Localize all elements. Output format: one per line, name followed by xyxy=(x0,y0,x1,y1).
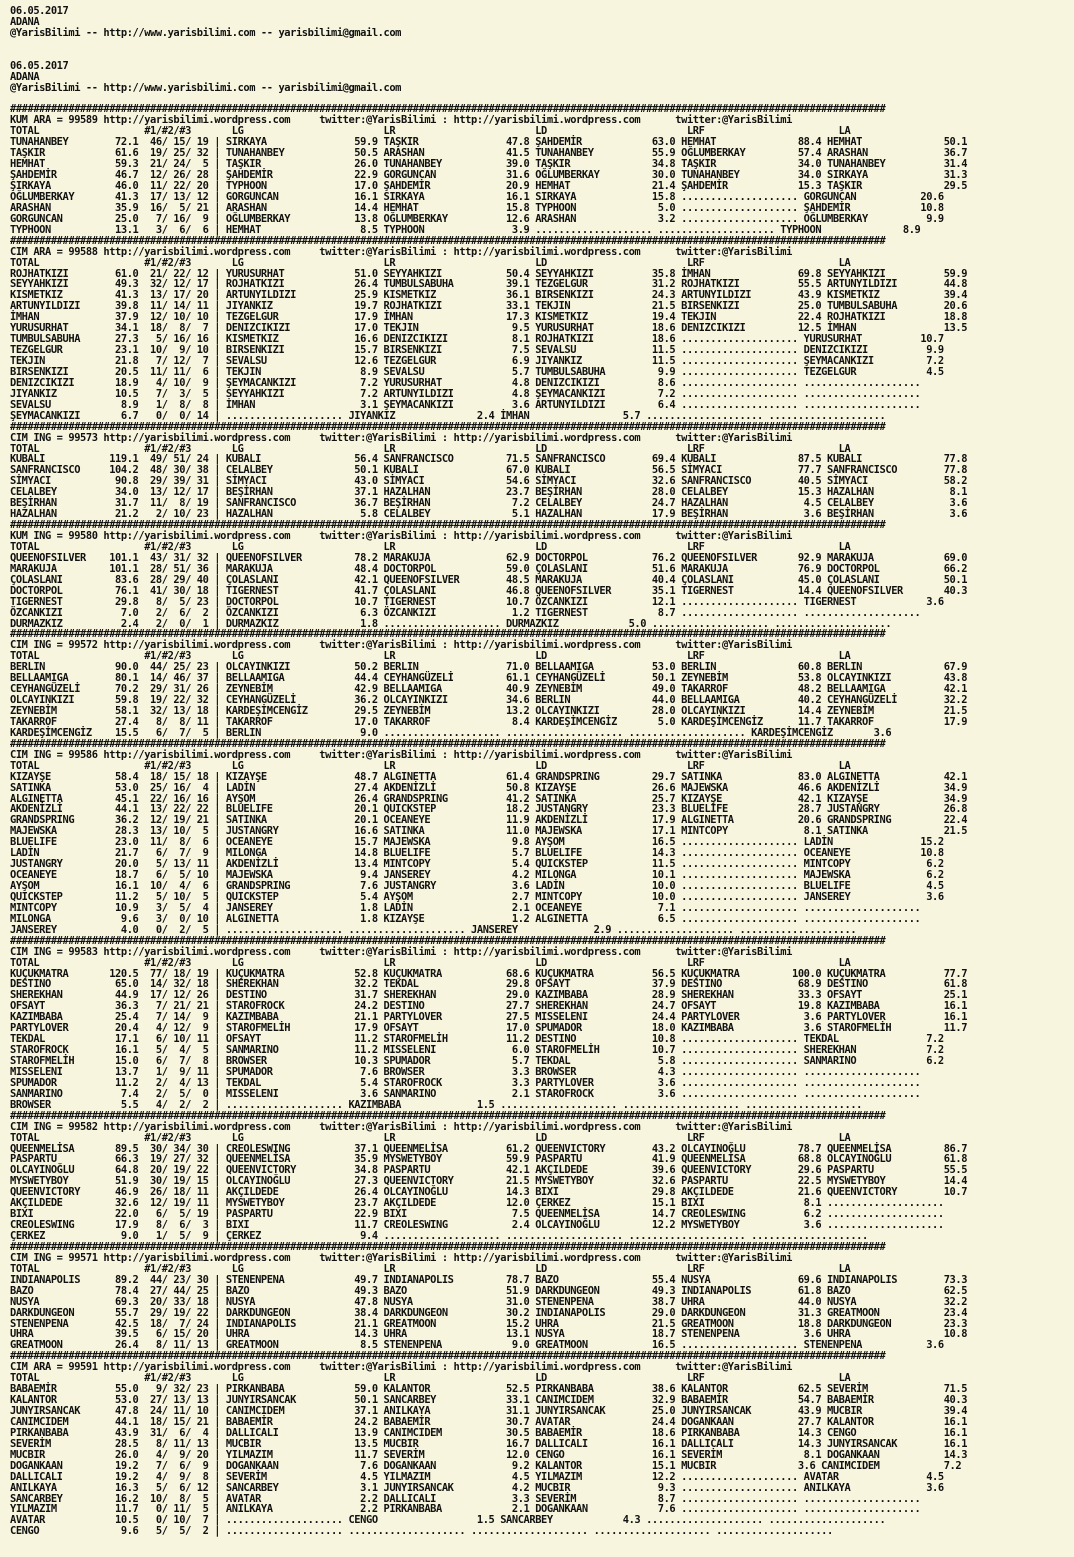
table-row: BABAEMİR 55.0 9/ 32/ 23 | PIRKANBABA 59.0 KALANTOR 52.5 PIRKANBABA 38.6 KALANTOR 62.5 SEVERİM 71.5 xyxy=(10,1383,968,1396)
table-row: BIRSENKIZI 20.5 11/ 11/ 6 | TEKJIN 8.9 SEVALSU 5.7 TUMBULSABUHA 9.9 .................... TEZGELGUR 4.5 xyxy=(10,365,944,378)
table-row: ŞEYMACANKIZI 6.7 0/ 0/ 14 | .................... JIYANKIZ 2.4 İMHAN 5.7 .................... .................... xyxy=(10,409,886,422)
table-row: OLCAYINOĞLU 64.8 20/ 19/ 22 | QUEENVICTORY 34.8 PASPARTU 42.1 AKÇILDEDE 39.6 QUEENVICTORY 29.6 PASPARTU 55.5 xyxy=(10,1164,968,1177)
header-date: 06.05.2017 xyxy=(10,5,69,17)
table-row: MAJEWSKA 28.3 13/ 10/ 5 | JUSTANGRY 16.6 SATINKA 11.0 MAJEWSKA 17.1 MINTCOPY 8.1 SATINKA 21.5 xyxy=(10,825,968,838)
race-section xyxy=(10,1351,1070,1537)
separator-line: ###################################################################################################################################################### xyxy=(10,103,886,116)
race-section xyxy=(10,1242,1070,1351)
table-row: JANSEREY 4.0 0/ 2/ 5 | .................... .................... JANSEREY 2.9 .................... .................... xyxy=(10,923,857,936)
race-section xyxy=(10,1111,1070,1242)
table-row: ÇERKEZ 9.0 1/ 5/ 9 | ÇERKEZ 9.4 .................... .................... .................... .................... xyxy=(10,1230,868,1242)
table-row: ROJHATKIZI 61.0 21/ 22/ 12 | YURUSURHAT 51.0 SEYYAHKIZI 50.4 SEYYAHKIZI 35.8 İMHAN 69.8 SEYYAHKIZI 59.9 xyxy=(10,267,968,280)
table-row: BAZO 78.4 27/ 44/ 25 | BAZO 49.3 BAZO 51.9 DARKDUNGEON 49.3 INDIANAPOLIS 61.8 BAZO 62.5 xyxy=(10,1284,968,1297)
table-row: SPUMADOR 11.2 2/ 4/ 13 | TEKDAL 5.4 STAROFROCK 3.3 PARTYLOVER 3.6 .................... .................... xyxy=(10,1076,921,1089)
table-row: ALGINETTA 45.1 22/ 16/ 16 | AYŞOM 26.4 GRANDSPRING 41.2 SATINKA 25.7 KIZAYŞE 42.1 KIZAYŞE 34.9 xyxy=(10,792,968,805)
table-row: MYSWETYBOY 51.9 30/ 19/ 15 | OLCAYINOĞLU 27.3 QUEENVICTORY 21.5 MYSWETYBOY 32.6 PASPARTU 22.5 MYSWETYBOY 14.4 xyxy=(10,1175,968,1188)
table-row: ZEYNEBİM 58.1 32/ 13/ 18 | KARDEŞİMCENGİZ 29.5 ZEYNEBİM 13.2 OLCAYINKIZI 28.0 OLCAYINKIZI 14.4 ZEYNEBİM 21.5 xyxy=(10,705,968,717)
race-title: KUM ING = 99580 http://yarisbilimi.wordpress.com twitter:@YarisBilimi : http://yarisbilimi.wordpress.com twitter:@YarisBilimi xyxy=(10,530,792,542)
table-row: TYPHOON 13.1 3/ 6/ 6 | HEMHAT 8.5 TYPHOON 3.9 .................... .................... TYPHOON 8.9 xyxy=(10,223,921,236)
table-row: GREATMOON 26.4 8/ 11/ 13 | GREATMOON 8.5 STENENPENA 9.0 GREATMOON 16.5 .................... STENENPENA 3.6 xyxy=(10,1339,944,1352)
table-row: OCEANEYE 18.7 6/ 5/ 10 | MAJEWSKA 9.4 JANSEREY 4.2 MILONGA 10.1 .................... MAJEWSKA 6.2 xyxy=(10,869,944,882)
table-row: JIYANKIZ 10.5 7/ 3/ 5 | SEYYAHKIZI 7.2 ARTUNYILDIZI 4.8 ŞEYMACANKIZI 7.2 .................... .................... xyxy=(10,387,921,400)
table-row: ŞAHDEMİR 46.7 12/ 26/ 28 | ŞAHDEMİR 22.9 GORGUNCAN 31.6 OĞLUMBERKAY 30.0 TUNAHANBEY 34.0 SIRKAYA 31.3 xyxy=(10,169,968,182)
table-row: CENGO 9.6 5/ 5/ 2 | .................... .................... .................... .................... .................... xyxy=(10,1525,833,1538)
column-header: TOTAL #1/#2/#3 LG LR LD LRF LA xyxy=(10,442,851,455)
table-row: LADİN 21.7 6/ 7/ 9 | MILONGA 14.8 BLUELIFE 5.7 BLUELIFE 14.3 .................... OCEANEYE 10.8 xyxy=(10,847,944,860)
table-row: SEYYAHKIZI 49.3 32/ 12/ 17 | ROJHATKIZI 26.4 TUMBULSABUHA 39.1 TEZGELGUR 31.2 ROJHATKIZI 55.5 ARTUNYILDIZI 44.8 xyxy=(10,278,968,291)
table-row: TUMBULSABUHA 27.3 5/ 16/ 16 | KISMETKIZ 16.6 DENIZCIKIZI 8.1 ROJHATKIZI 18.6 .................... YURUSURHAT 10.7 xyxy=(10,333,944,346)
race-title: CIM ING = 99583 http://yarisbilimi.wordpress.com twitter:@YarisBilimi : http://yarisbilimi.wordpress.com twitter:@YarisBilimi xyxy=(10,945,792,958)
table-row: QUICKSTEP 11.2 5/ 10/ 5 | QUICKSTEP 5.4 AYŞOM 2.7 MINTCOPY 10.0 .................... JANSEREY 3.6 xyxy=(10,890,944,903)
race-section xyxy=(10,739,1070,936)
table-row: İMHAN 37.9 12/ 10/ 10 | TEZGELGUR 17.9 İMHAN 17.3 KISMETKIZ 19.4 TEKJIN 22.4 ROJHATKIZI 18.8 xyxy=(10,311,968,324)
race-title: CIM ARA = 99588 http://yarisbilimi.wordpress.com twitter:@YarisBilimi : http://yarisbilimi.wordpress.com twitter:@YarisBilimi xyxy=(10,245,792,258)
race-title: CIM ING = 99573 http://yarisbilimi.wordpress.com twitter:@YarisBilimi : http://yarisbilimi.wordpress.com twitter:@YarisBilimi xyxy=(10,431,792,444)
table-row: STAROFMELİH 15.0 6/ 7/ 8 | BROWSER 10.3 SPUMADOR 5.7 TEKDAL 5.8 .................... SANMARINO 6.2 xyxy=(10,1055,944,1067)
table-row: JUSTANGRY 20.0 5/ 13/ 11 | AKDENİZLİ 13.4 MINTCOPY 5.4 QUICKSTEP 11.5 .................... MINTCOPY 6.2 xyxy=(10,858,944,871)
table-row: PASPARTU 66.3 19/ 27/ 32 | QUEENMELİSA 35.9 MYSWETYBOY 59.9 PASPARTU 41.9 QUEENMELİSA 68.8 OLCAYINOĞLU 61.8 xyxy=(10,1153,968,1166)
table-row: KARDEŞİMCENGİZ 15.5 6/ 7/ 5 | BERLIN 9.0 .................... .................... .................... KARDEŞİMCENGİZ 3.6 xyxy=(10,726,892,739)
table-row: CELALBEY 34.0 13/ 12/ 17 | BEŞİRHAN 37.1 HAZALHAN 23.7 BEŞİRHAN 28.0 CELALBEY 15.3 HAZALHAN 8.1 xyxy=(10,486,968,499)
column-header: TOTAL #1/#2/#3 LG LR LD LRF LA xyxy=(10,256,851,269)
separator-line: ###################################################################################################################################################### xyxy=(10,1109,886,1122)
table-row: CANIMCIDEM 44.1 18/ 15/ 21 | BABAEMİR 24.2 BABAEMİR 30.7 AVATAR 24.4 DOGANKAAN 27.7 KALANTOR 16.1 xyxy=(10,1415,968,1428)
table-row: STAROFROCK 16.1 5/ 4/ 5 | SANMARINO 11.2 MISSELENI 6.0 STAROFMELİH 10.7 .................... SHEREKHAN 7.2 xyxy=(10,1044,944,1057)
table-row: DENIZCIKIZI 18.9 4/ 10/ 9 | ŞEYMACANKIZI 7.2 YURUSURHAT 4.8 DENIZCIKIZI 8.6 .................... .................... xyxy=(10,376,921,389)
table-row: SİMYACI 90.8 29/ 39/ 31 | SİMYACI 43.0 SİMYACI 54.6 SİMYACI 32.6 SANFRANCISCO 40.5 SİMYACI 58.2 xyxy=(10,475,968,488)
table-row: DALLICALI 19.2 4/ 9/ 8 | SEVERİM 4.5 YILMAZIM 4.5 YILMAZIM 12.2 .................... AVATAR 4.5 xyxy=(10,1470,944,1483)
separator-line: ###################################################################################################################################################### xyxy=(10,519,886,532)
table-row: BEŞİRHAN 31.7 11/ 8/ 19 | SANFRANCISCO 36.7 BEŞİRHAN 7.2 CELALBEY 24.7 HAZALHAN 4.5 CELALBEY 3.6 xyxy=(10,497,968,510)
table-row: DARKDUNGEON 55.7 29/ 19/ 22 | DARKDUNGEON 38.4 DARKDUNGEON 30.2 INDIANAPOLIS 29.0 DARKDUNGEON 31.3 GREATMOON 23.4 xyxy=(10,1306,968,1319)
table-row: SATINKA 53.0 25/ 16/ 4 | LADİN 27.4 AKDENİZLİ 50.8 KIZAYŞE 26.6 MAJEWSKA 46.6 AKDENİZLİ 34.9 xyxy=(10,781,968,794)
table-row: TAŞKIR 61.6 19/ 25/ 32 | TUNAHANBEY 50.5 ARASHAN 41.5 TUNAHANBEY 55.9 OĞLUMBERKAY 57.4 ARASHAN 36.7 xyxy=(10,147,968,160)
race-section xyxy=(10,936,1070,1111)
table-row: UHRA 39.5 6/ 15/ 20 | UHRA 14.3 UHRA 13.1 NUSYA 18.7 STENENPENA 3.6 UHRA 10.8 xyxy=(10,1328,968,1341)
table-row: KUBALI 119.1 49/ 51/ 24 | KUBALI 56.4 SANFRANCISCO 71.5 SANFRANCISCO 69.4 KUBALI 87.5 KUBALI 77.8 xyxy=(10,453,968,466)
table-row: ARTUNYILDIZI 39.8 11/ 14/ 11 | JIYANKIZ 19.7 ROJHATKIZI 33.1 TEKJIN 21.5 BIRSENKIZI 25.0 TUMBULSABUHA 20.6 xyxy=(10,300,968,313)
table-row: TEKDAL 17.1 6/ 10/ 11 | OFSAYT 11.2 STAROFMELİH 11.2 DESTINO 10.8 .................... TEKDAL 7.2 xyxy=(10,1033,944,1046)
table-row: YURUSURHAT 34.1 18/ 8/ 7 | DENIZCIKIZI 17.0 TEKJIN 9.5 YURUSURHAT 18.6 DENIZCIKIZI 12.5 İMHAN 13.5 xyxy=(10,322,968,335)
separator-line: ###################################################################################################################################################### xyxy=(10,628,886,641)
column-header: TOTAL #1/#2/#3 LG LR LD LRF LA xyxy=(10,956,851,969)
table-row: ŞIRKAYA 46.0 11/ 22/ 20 | TYPHOON 17.0 ŞAHDEMİR 20.9 HEMHAT 21.4 ŞAHDEMİR 15.3 TAŞKIR 29.5 xyxy=(10,180,968,192)
table-row: MILONGA 9.6 3/ 0/ 10 | ALGINETTA 1.8 KIZAYŞE 1.2 ALGINETTA 6.5 .................... .................... xyxy=(10,912,921,925)
table-row: DURMAZKIZ 2.4 2/ 0/ 1 | DURMAZKIZ 1.8 .................... DURMAZKIZ 5.0 .................... .................... xyxy=(10,617,892,630)
table-row: GRANDSPRING 36.2 12/ 19/ 21 | SATINKA 20.1 OCEANEYE 11.9 AKDENİZLİ 17.9 ALGINETTA 20.6 GRANDSPRING 22.4 xyxy=(10,814,968,827)
table-row: GORGUNCAN 25.0 7/ 16/ 9 | OĞLUMBERKAY 13.8 OĞLUMBERKAY 12.6 ARASHAN 3.2 .................... OĞLUMBERKAY 9.9 xyxy=(10,212,944,225)
table-row: KIZAYŞE 58.4 18/ 15/ 18 | KIZAYŞE 48.7 ALGINETTA 61.4 GRANDSPRING 29.7 SATINKA 83.0 ALGINETTA 42.1 xyxy=(10,770,968,783)
race-section xyxy=(10,422,1070,520)
table-row: STENENPENA 42.5 18/ 7/ 24 | INDIANAPOLIS 21.1 GREATMOON 15.2 UHRA 21.5 GREATMOON 18.8 DARKDUNGEON 23.3 xyxy=(10,1317,968,1330)
race-section xyxy=(10,520,1070,629)
table-row: HAZALHAN 21.2 2/ 10/ 23 | HAZALHAN 5.8 CELALBEY 5.1 HAZALHAN 17.9 BEŞİRHAN 3.6 BEŞİRHAN 3.6 xyxy=(10,508,968,521)
race-title: KUM ARA = 99589 http://yarisbilimi.wordpress.com twitter:@YarisBilimi : http://yarisbilimi.wordpress.com twitter:@YarisBilimi xyxy=(10,114,792,127)
table-row: QUEENOFSILVER 101.1 43/ 31/ 32 | QUEENOFSILVER 78.2 MARAKUJA 62.9 DOCTORPOL 76.2 QUEENOFSILVER 92.9 MARAKUJA 69.0 xyxy=(10,551,968,564)
race-section xyxy=(10,629,1070,738)
table-row: TEZGELGUR 23.1 10/ 9/ 10 | BIRSENKIZI 15.7 BIRSENKIZI 7.5 SEVALSU 11.5 .................... DENIZCIKIZI 9.9 xyxy=(10,344,944,357)
race-section xyxy=(10,104,1070,235)
table-row: KAZIMBABA 25.4 7/ 14/ 9 | KAZIMBABA 21.1 PARTYLOVER 27.5 MISSELENI 24.4 PARTYLOVER 3.6 PARTYLOVER 16.1 xyxy=(10,1011,968,1024)
table-row: TAKARROF 27.4 8/ 8/ 11 | TAKARROF 17.0 TAKARROF 8.4 KARDEŞİMCENGİZ 5.0 KARDEŞİMCENGİZ 11.7 TAKARROF 17.9 xyxy=(10,715,968,728)
table-row: SANMARINO 7.4 2/ 5/ 0 | MISSELENI 3.6 SANMARINO 2.1 STAROFROCK 3.6 .................... .................... xyxy=(10,1087,921,1100)
header-city: ADANA xyxy=(10,15,40,28)
table-row: MISSELENI 13.7 1/ 9/ 11 | SPUMADOR 7.6 BROWSER 3.3 BROWSER 4.3 .................... .................... xyxy=(10,1065,921,1078)
table-row: PIRKANBABA 43.9 31/ 6/ 4 | DALLICALI 13.9 CANIMCIDEM 30.5 BABAEMİR 18.6 PIRKANBABA 14.3 CENGO 16.1 xyxy=(10,1426,968,1439)
table-row: TIGERNEST 29.8 8/ 5/ 23 | DOCTORPOL 10.7 TIGERNEST 10.7 ÖZCANKIZI 12.1 .................... TIGERNEST 3.6 xyxy=(10,595,944,608)
table-row: ANILKAYA 16.3 5/ 6/ 12 | SANCARBEY 3.1 JUNYIRSANCAK 4.2 MUCBIR 9.3 .................... ANILKAYA 3.6 xyxy=(10,1481,944,1494)
table-row: TUNAHANBEY 72.1 46/ 15/ 19 | SIRKAYA 59.9 TAŞKIR 47.8 ŞAHDEMİR 63.0 HEMHAT 88.4 HEMHAT 50.1 xyxy=(10,136,968,149)
race-title: CIM ING = 99582 http://yarisbilimi.wordpress.com twitter:@YarisBilimi : http://yarisbilimi.wordpress.com twitter:@YarisBilimi xyxy=(10,1120,792,1133)
table-row: SEVALSU 8.9 1/ 8/ 8 | İMHAN 3.1 ŞEYMACANKIZI 3.6 ARTUNYILDIZI 6.4 .................... .................... xyxy=(10,398,921,411)
table-row: DOCTORPOL 76.1 41/ 30/ 18 | TIGERNEST 41.7 ÇOLASLANI 46.8 QUEENOFSILVER 35.1 TIGERNEST 14.4 QUEENOFSILVER 40.3 xyxy=(10,584,968,597)
table-row: BERLIN 90.0 44/ 25/ 23 | OLCAYINKIZI 50.2 BERLIN 71.0 BELLAAMIGA 53.0 BERLIN 60.8 BERLIN 67.9 xyxy=(10,661,968,674)
table-row: HEMHAT 59.3 21/ 24/ 5 | TAŞKIR 26.0 TUNAHANBEY 39.0 TAŞKIR 34.8 TAŞKIR 34.0 TUNAHANBEY 31.4 xyxy=(10,158,968,171)
table-row: BLUELIFE 23.0 11/ 8/ 6 | OCEANEYE 15.7 MAJEWSKA 9.8 AYŞOM 16.5 .................... LADİN 15.2 xyxy=(10,836,944,849)
column-header: TOTAL #1/#2/#3 LG LR LD LRF LA xyxy=(10,1131,851,1144)
table-row: QUEENMELİSA 89.5 30/ 34/ 30 | CREOLESWING 37.1 QUEENMELİSA 61.2 QUEENVICTORY 43.2 OLCAYINOĞLU 78.7 QUEENMELİSA 86.7 xyxy=(10,1142,968,1155)
column-header: TOTAL #1/#2/#3 LG LR LD LRF LA xyxy=(10,125,851,138)
page-header xyxy=(10,6,1070,104)
header-site: @YarisBilimi -- http://www.yarisbilimi.com -- yarisbilimi@gmail.com xyxy=(10,26,401,39)
table-row: CEYHANGÜZELİ 70.2 29/ 31/ 26 | ZEYNEBİM 42.9 BELLAAMIGA 40.9 ZEYNEBİM 49.0 TAKARROF 48.2 BELLAAMIGA 42.1 xyxy=(10,683,968,696)
table-row: BROWSER 5.5 4/ 2/ 2 | .................... KAZIMBABA 1.5 .................... .................... .................... xyxy=(10,1098,863,1111)
table-row: AYŞOM 16.1 10/ 4/ 6 | GRANDSPRING 7.6 JUSTANGRY 3.6 LADİN 10.0 .................... BLUELIFE 4.5 xyxy=(10,880,944,892)
table-row: DESTINO 65.0 14/ 32/ 18 | SHEREKHAN 32.2 TEKDAL 29.8 OFSAYT 37.9 DESTINO 68.9 DESTINO 61.8 xyxy=(10,978,968,991)
table-row: SANFRANCISCO 104.2 48/ 30/ 38 | CELALBEY 50.1 KUBALI 67.0 KUBALI 56.5 SİMYACI 77.7 SANFRANCISCO 77.8 xyxy=(10,464,968,477)
table-row: BELLAAMIGA 80.1 14/ 46/ 37 | BELLAAMIGA 44.4 CEYHANGÜZELİ 61.1 CEYHANGÜZELİ 50.1 ZEYNEBİM 53.8 OLCAYINKIZI 43.8 xyxy=(10,672,968,685)
table-row: MINTCOPY 10.9 3/ 5/ 4 | JANSEREY 1.8 LADİN 2.1 OCEANEYE 7.1 .................... .................... xyxy=(10,901,921,914)
table-row: AKDENİZLİ 44.1 13/ 22/ 22 | BLUELIFE 20.1 QUICKSTEP 18.2 JUSTANGRY 23.3 BLUELIFE 28.7 JUSTANGRY 26.8 xyxy=(10,803,968,816)
race-title: CIM ING = 99571 http://yarisbilimi.wordpress.com twitter:@YarisBilimi : http://yarisbilimi.wordpress.com twitter:@YarisBilimi xyxy=(10,1251,792,1264)
table-row: AKÇILDEDE 32.6 12/ 19/ 11 | MYSWETYBOY 23.7 AKÇILDEDE 12.0 ÇERKEZ 15.1 BIXI 8.1 .................... xyxy=(10,1197,944,1210)
column-header: TOTAL #1/#2/#3 LG LR LD LRF LA xyxy=(10,1262,851,1275)
table-row: AVATAR 10.5 0/ 10/ 7 | .................... CENGO 1.5 SANCARBEY 4.3 .................... .................... xyxy=(10,1514,886,1527)
table-row: SANCARBEY 16.2 10/ 8/ 5 | AVATAR 2.2 DALLICALI 3.3 SEVERİM 8.7 .................... .................... xyxy=(10,1492,921,1505)
header-site: @YarisBilimi -- http://www.yarisbilimi.com -- yarisbilimi@gmail.com xyxy=(10,81,401,94)
column-header: TOTAL #1/#2/#3 LG LR LD LRF LA xyxy=(10,650,851,663)
separator-line: ###################################################################################################################################################### xyxy=(10,1240,886,1253)
table-row: SEVERİM 28.5 8/ 11/ 13 | MUCBIR 13.5 MUCBIR 16.7 DALLICALI 16.1 DALLICALI 14.3 JUNYIRSANCAK 16.1 xyxy=(10,1437,968,1450)
table-row: OFSAYT 36.3 7/ 21/ 21 | STAROFROCK 24.2 DESTINO 27.7 SHEREKHAN 24.7 OFSAYT 19.8 KAZIMBABA 16.1 xyxy=(10,1000,968,1013)
table-row: JUNYIRSANCAK 47.8 24/ 11/ 10 | CANIMCIDEM 37.1 ANILKAYA 31.1 JUNYIRSANCAK 25.0 JUNYIRSANCAK 43.9 MUCBIR 39.4 xyxy=(10,1405,968,1417)
table-row: INDIANAPOLIS 89.2 44/ 23/ 30 | STENENPENA 49.7 INDIANAPOLIS 78.7 BAZO 55.4 NUSYA 69.6 INDIANAPOLIS 73.3 xyxy=(10,1273,968,1286)
table-row: OLCAYINKIZI 59.8 19/ 22/ 32 | CEYHANGÜZELİ 36.2 OLCAYINKIZI 34.6 BERLIN 44.0 BELLAAMIGA 40.2 CEYHANGÜZELİ 32.2 xyxy=(10,694,968,707)
table-row: MARAKUJA 101.1 28/ 51/ 36 | MARAKUJA 48.4 DOCTORPOL 59.0 ÇOLASLANI 51.6 MARAKUJA 76.9 DOCTORPOL 66.2 xyxy=(10,562,968,575)
table-row: BIXI 22.0 6/ 5/ 19 | PASPARTU 22.9 BIXI 7.5 QUEENMELİSA 14.7 CREOLESWING 6.2 .................... xyxy=(10,1208,944,1221)
table-row: MUCBIR 26.0 4/ 9/ 20 | YILMAZIM 11.7 SEVERİM 12.0 CENGO 16.1 SEVERİM 8.1 DOGANKAAN 14.3 xyxy=(10,1448,968,1461)
race-title: CIM ING = 99586 http://yarisbilimi.wordpress.com twitter:@YarisBilimi : http://yarisbilimi.wordpress.com twitter:@YarisBilimi xyxy=(10,748,792,761)
race-tables xyxy=(10,104,1070,1537)
table-row: QUEENVICTORY 46.9 26/ 18/ 11 | AKÇILDEDE 26.4 OLCAYINOĞLU 14.3 BIXI 29.8 AKÇILDEDE 21.6 QUEENVICTORY 10.7 xyxy=(10,1186,968,1199)
table-row: OĞLUMBERKAY 41.3 17/ 13/ 12 | GORGUNCAN 16.1 SIRKAYA 16.1 SIRKAYA 15.8 .................... GORGUNCAN 20.6 xyxy=(10,190,944,203)
race-section xyxy=(10,236,1070,422)
table-row: KALANTOR 53.0 27/ 13/ 13 | JUNYIRSANCAK 50.1 SANCARBEY 33.1 CANIMCIDEM 32.9 BABAEMİR 54.7 BABAEMİR 40.3 xyxy=(10,1394,968,1407)
table-row: ARASHAN 35.9 16/ 5/ 21 | ARASHAN 14.4 HEMHAT 15.8 TYPHOON 5.0 .................... ŞAHDEMİR 10.8 xyxy=(10,201,944,214)
race-title: CIM ARA = 99591 http://yarisbilimi.wordpress.com twitter:@YarisBilimi : http://yarisbilimi.wordpress.com twitter:@YarisBilimi xyxy=(10,1361,792,1374)
column-header: TOTAL #1/#2/#3 LG LR LD LRF LA xyxy=(10,540,851,553)
table-row: NUSYA 69.3 20/ 33/ 18 | NUSYA 47.8 NUSYA 31.0 STENENPENA 38.7 UHRA 44.0 NUSYA 32.2 xyxy=(10,1295,968,1308)
table-row: SHEREKHAN 44.9 17/ 12/ 26 | DESTINO 31.7 SHEREKHAN 29.0 KAZIMBABA 28.9 SHEREKHAN 33.3 OFSAYT 25.1 xyxy=(10,989,968,1002)
header-city: ADANA xyxy=(10,70,40,83)
separator-line: ###################################################################################################################################################### xyxy=(10,934,886,947)
separator-line: ###################################################################################################################################################### xyxy=(10,234,886,247)
separator-line: ###################################################################################################################################################### xyxy=(10,420,886,433)
table-row: DOGANKAAN 19.2 7/ 6/ 9 | DOGANKAAN 7.6 DOGANKAAN 9.2 KALANTOR 15.1 MUCBIR 3.6 CANIMCIDEM 7.2 xyxy=(10,1459,962,1472)
table-row: CREOLESWING 17.9 8/ 6/ 3 | BIXI 11.7 CREOLESWING 2.4 OLCAYINOĞLU 12.2 MYSWETYBOY 3.6 .................... xyxy=(10,1219,944,1232)
table-row: ÖZCANKIZI 7.0 2/ 6/ 2 | ÖZCANKIZI 6.3 ÖZCANKIZI 1.2 TIGERNEST 8.7 .................... .................... xyxy=(10,606,921,619)
table-row: KISMETKIZ 41.3 13/ 17/ 20 | ARTUNYILDIZI 25.9 KISMETKIZ 36.1 BIRSENKIZI 24.3 ARTUNYILDIZI 43.9 KISMETKIZ 39.4 xyxy=(10,289,968,302)
header-date: 06.05.2017 xyxy=(10,59,69,72)
column-header: TOTAL #1/#2/#3 LG LR LD LRF LA xyxy=(10,1372,851,1385)
table-row: TEKJIN 21.8 7/ 12/ 7 | SEVALSU 12.6 TEZGELGUR 6.9 JIYANKIZ 11.5 .................... ŞEYMACANKIZI 7.2 xyxy=(10,355,944,367)
table-row: KUÇUKMATRA 120.5 77/ 18/ 19 | KUÇUKMATRA 52.8 KUÇUKMATRA 68.6 KUÇUKMATRA 56.5 KUÇUKMATRA 100.0 KUÇUKMATRA 77.7 xyxy=(10,967,968,980)
column-header: TOTAL #1/#2/#3 LG LR LD LRF LA xyxy=(10,759,851,772)
table-row: YILMAZIM 11.7 0/ 11/ 5 | ANILKAYA 2.2 PIRKANBABA 2.1 DOGANKAAN 7.6 .................... .................... xyxy=(10,1503,921,1516)
document xyxy=(10,6,1070,1537)
separator-line: ###################################################################################################################################################### xyxy=(10,1350,886,1363)
separator-line: ###################################################################################################################################################### xyxy=(10,737,886,750)
table-row: ÇOLASLANI 83.6 28/ 29/ 40 | ÇOLASLANI 42.1 QUEENOFSILVER 48.5 MARAKUJA 40.4 ÇOLASLANI 45.0 ÇOLASLANI 50.1 xyxy=(10,573,968,586)
race-title: CIM ING = 99572 http://yarisbilimi.wordpress.com twitter:@YarisBilimi : http://yarisbilimi.wordpress.com twitter:@YarisBilimi xyxy=(10,639,792,652)
table-row: PARTYLOVER 20.4 4/ 12/ 9 | STAROFMELİH 17.9 OFSAYT 17.0 SPUMADOR 18.0 KAZIMBABA 3.6 STAROFMELİH 11.7 xyxy=(10,1022,968,1035)
